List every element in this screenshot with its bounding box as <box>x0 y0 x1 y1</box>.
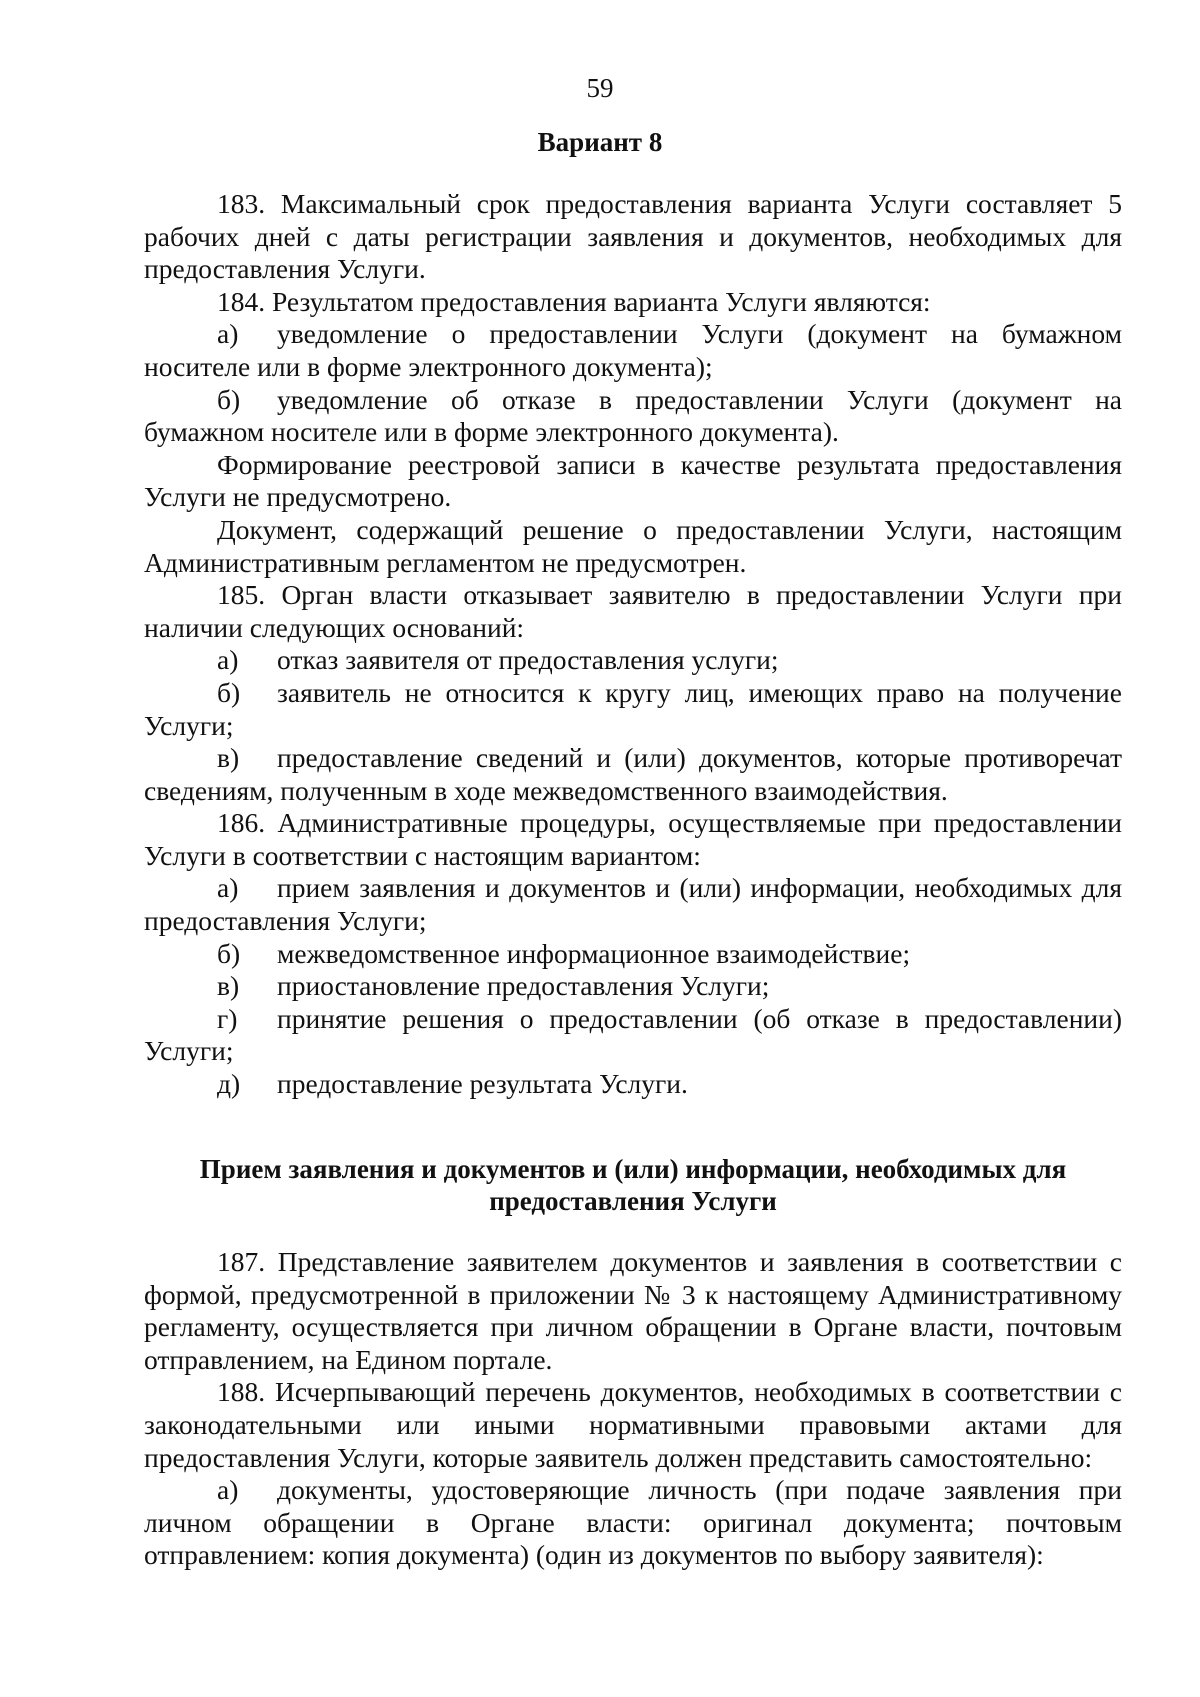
paragraph: 188. Исчерпывающий перечень документов, необходимых в соответствии с законодательными или иными нормативными правовыми актами для предоставления Услуги, которые заявитель должен представить самостоятельно: <box>144 1376 1122 1473</box>
list-item-text: заявитель не относится к кругу лиц, имеющих право на получение Услуги; <box>144 676 1122 741</box>
paragraph: 184. Результатом предоставления варианта Услуги являются: <box>217 285 931 317</box>
list-item <box>144 644 1122 677</box>
list-item-marker: а) <box>217 872 239 904</box>
list-item <box>144 970 1122 1003</box>
section-heading: Прием заявления и документов и (или) информации, необходимых для предоставления Услуги <box>199 1154 1067 1216</box>
list-item-text: приостановление предоставления Услуги; <box>277 970 770 1002</box>
paragraphs-block-2 <box>144 1246 1122 1572</box>
paragraph: 183. Максимальный срок предоставления варианта Услуги составляет 5 рабочих дней с даты регистрации заявления и документов, необходимых для предоставления Услуги. <box>144 188 1122 285</box>
list-item-text: межведомственное информационное взаимодействие; <box>277 937 911 969</box>
list-item <box>144 742 1122 807</box>
list-item-marker: д) <box>217 1068 241 1100</box>
list-item-marker: а) <box>217 644 239 676</box>
list-item-text: принятие решения о предоставлении (об отказе в предоставлении) Услуги; <box>144 1002 1122 1067</box>
list-item <box>144 1068 1122 1101</box>
list-item-marker: б) <box>217 676 241 708</box>
list-item <box>144 872 1122 937</box>
list-item-marker: а) <box>217 1474 239 1506</box>
paragraph: 187. Представление заявителем документов и заявления в соответствии с формой, предусмотренной в приложении № 3 к настоящему Административному регламенту, осуществляется при личном обращении в Органе власти, почтовым отправлением, на Едином портале. <box>144 1246 1122 1375</box>
list-item-text: предоставление результата Услуги. <box>277 1068 688 1100</box>
list-item-marker: в) <box>217 970 240 1002</box>
paragraph: 186. Административные процедуры, осуществляемые при предоставлении Услуги в соответствии с настоящим вариантом: <box>144 807 1122 871</box>
list-item-text: отказ заявителя от предоставления услуги; <box>277 644 779 676</box>
list-item-marker: б) <box>217 937 241 969</box>
paragraph: Документ, содержащий решение о предоставлении Услуги, настоящим Административным регламентом не предусмотрен. <box>144 513 1122 578</box>
list-item-text: предоставление сведений и (или) документов, которые противоречат сведениям, полученным в ходе межведомственного взаимодействия. <box>144 742 1122 806</box>
list-item-text: уведомление об отказе в предоставлении Услуги (документ на бумажном носителе или в форме электронного документа). <box>144 383 1122 448</box>
list-item-text: уведомление о предоставлении Услуги (документ на бумажном носителе или в форме электронного документа); <box>144 318 1122 382</box>
list-item-marker: г) <box>217 1002 238 1034</box>
list-item-marker: б) <box>217 383 241 415</box>
list-item-marker: а) <box>217 318 239 350</box>
list-item-text: прием заявления и документов и (или) информации, необходимых для предоставления Услуги; <box>144 872 1122 937</box>
list-item <box>144 318 1122 383</box>
paragraphs-block-1 <box>144 188 1122 1101</box>
page-number: 59 <box>586 73 614 103</box>
variant-heading: Вариант 8 <box>537 127 663 157</box>
list-item <box>144 677 1122 742</box>
list-item <box>144 384 1122 449</box>
list-item-text: документы, удостоверяющие личность (при подаче заявления при личном обращении в Органе власти: оригинал документа; почтовым отправлением: копия документа) (один из документов по выбору заявителя): <box>144 1474 1122 1571</box>
list-item-marker: в) <box>217 742 240 774</box>
paragraph: Формирование реестровой записи в качестве результата предоставления Услуги не предусмотрено. <box>144 448 1122 513</box>
list-item <box>144 1474 1122 1572</box>
paragraph: 185. Орган власти отказывает заявителю в предоставлении Услуги при наличии следующих оснований: <box>144 579 1122 643</box>
list-item <box>144 1003 1122 1068</box>
list-item <box>144 938 1122 971</box>
